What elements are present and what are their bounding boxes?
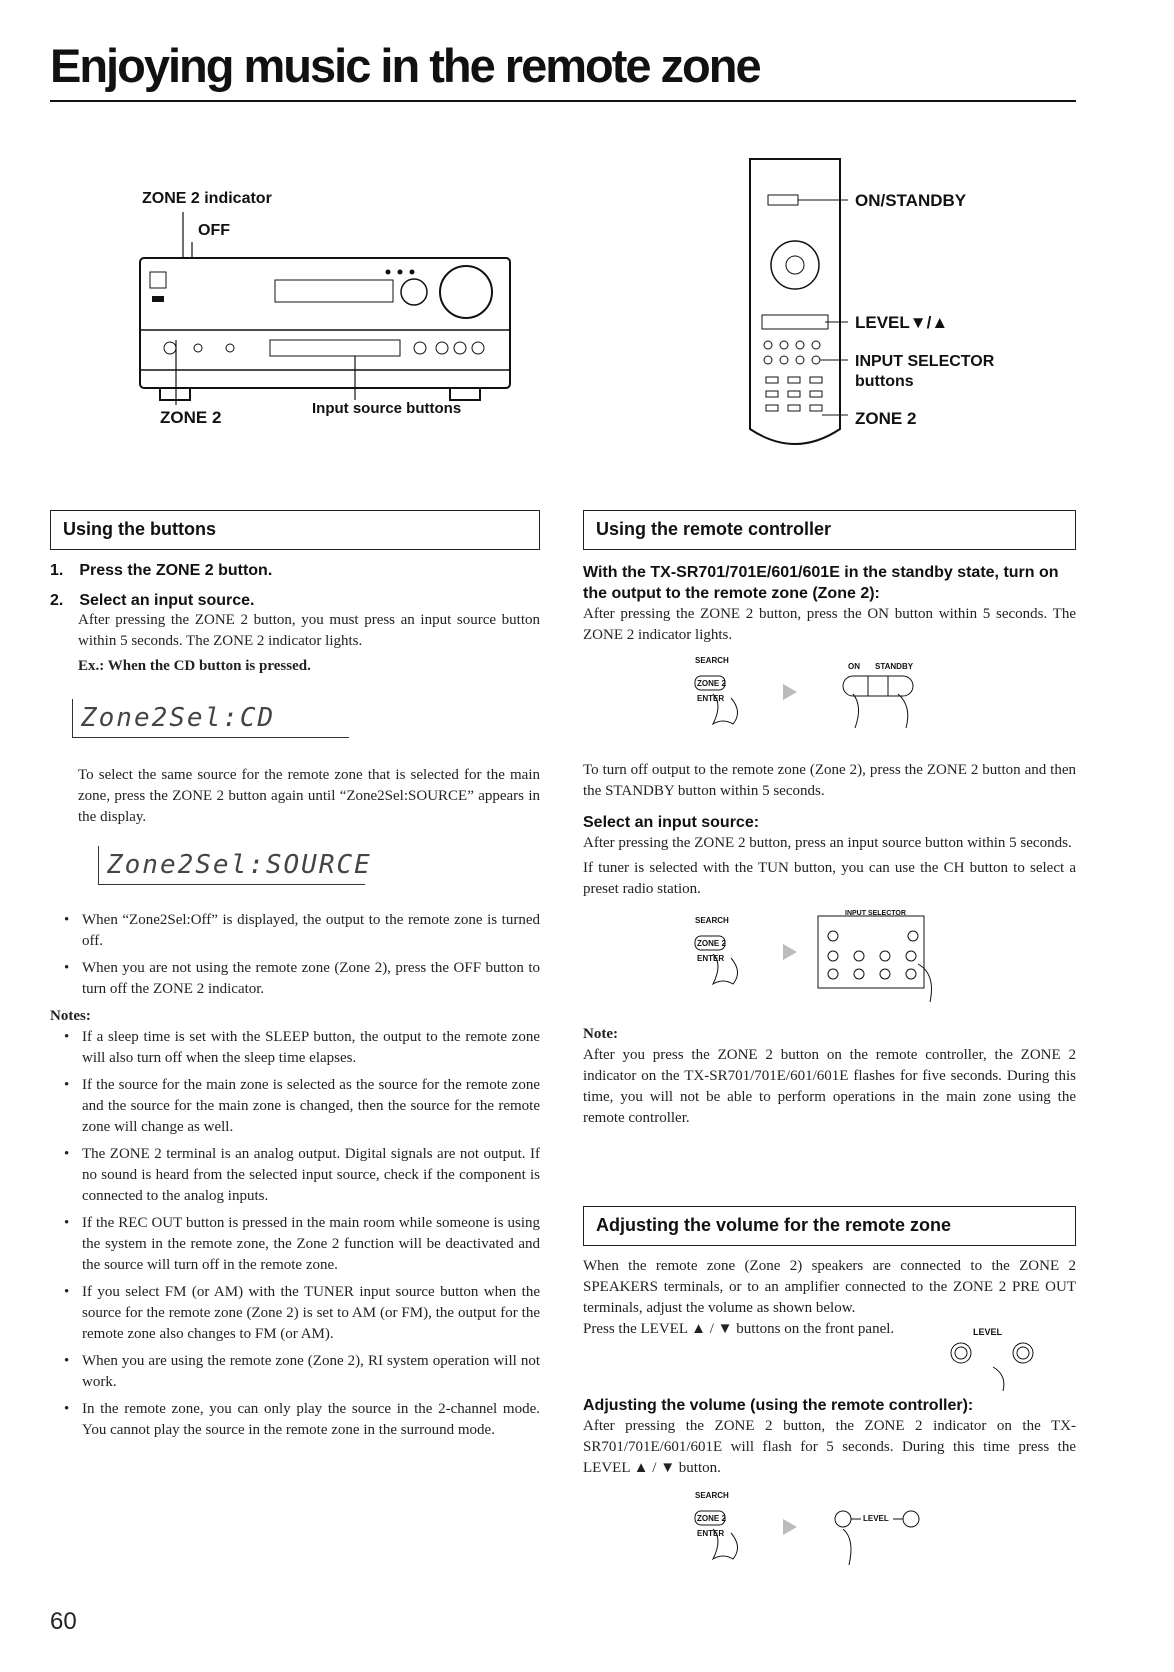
zone2-indicator-label: ZONE 2 indicator <box>142 190 272 207</box>
example-heading: Ex.: When the CD button is pressed. <box>78 658 311 674</box>
left-column <box>50 562 540 1447</box>
fig4-search: SEARCH <box>695 1491 729 1500</box>
remote-illustration <box>740 155 860 465</box>
input-selector-label-2: buttons <box>855 373 914 390</box>
fig2-zone2: ZONE 2 <box>697 939 726 948</box>
fig1-on: ON <box>848 662 860 671</box>
volume-front-text: Press the LEVEL ▲ / ▼ buttons on the front panel. <box>583 1321 895 1337</box>
remote-zone2-label: ZONE 2 <box>855 409 917 428</box>
note-heading: Note: <box>583 1026 618 1042</box>
step-2-text: After pressing the ZONE 2 button, you must press an input source button within 5 seconds. The ZONE 2 indicator lights. <box>78 612 540 649</box>
same-source-text: To select the same source for the remote zone that is selected for the main zone, press the ZONE 2 button again until “Zone2Sel:SOURCE” appears in the display. <box>78 767 540 825</box>
page-number: 60 <box>50 1608 77 1635</box>
list-item: • The ZONE 2 terminal is an analog output. Digital signals are not output. If no sound is heard from the selected input source, check if the component is connected to the analog inputs. <box>82 1144 540 1207</box>
fig4-level: LEVEL <box>863 1514 889 1523</box>
fig1-search: SEARCH <box>695 656 729 665</box>
fig-remote-level <box>583 1479 1076 1569</box>
on-standby-label: ON/STANDBY <box>855 191 967 210</box>
standby-heading: With the TX-SR701/701E/601/601E in the standby state, turn on the output to the remote zone (Zone 2): <box>583 564 1059 602</box>
step-2: 2. Select an input source. <box>50 592 255 609</box>
lcd-display-source: Zone2Sel:SOURCE <box>98 846 365 885</box>
list-item: • When “Zone2Sel:Off” is displayed, the output to the remote zone is turned off. <box>82 910 540 952</box>
list-item: • When you are using the remote zone (Zone 2), RI system operation will not work. <box>82 1351 540 1393</box>
off-label: OFF <box>198 222 230 239</box>
list-item: • If a sleep time is set with the SLEEP button, the output to the remote zone will also turn off when the sleep time elapses. <box>82 1027 540 1069</box>
list-item: • If you select FM (or AM) with the TUNER input source button when the source for the remote zone (Zone 2) is set to AM (or FM), the output for the remote zone also changes to FM (or AM). <box>82 1282 540 1345</box>
right-column <box>583 562 1076 1129</box>
section-using-buttons: Using the buttons <box>50 510 540 550</box>
fig1-standby: STANDBY <box>875 662 914 671</box>
fig2-search: SEARCH <box>695 916 729 925</box>
list-item: • When you are not using the remote zone (Zone 2), press the OFF button to turn off the ZONE 2 indicator. <box>82 958 540 1000</box>
fig2-enter: ENTER <box>697 954 725 963</box>
fig1-zone2: ZONE 2 <box>697 679 726 688</box>
volume-section <box>583 1256 1076 1569</box>
fig-zone2-on <box>583 646 1076 748</box>
page-title: Enjoying music in the remote zone <box>50 39 760 92</box>
volume-remote-heading: Adjusting the volume (using the remote controller): <box>583 1397 974 1414</box>
standby-text: After pressing the ZONE 2 button, press the ON button within 5 seconds. The ZONE 2 indicator lights. <box>583 606 1076 643</box>
select-text-1: After pressing the ZONE 2 button, press an input source button within 5 seconds. <box>583 835 1072 851</box>
zone2-label: ZONE 2 <box>160 408 222 427</box>
fig2-input-selector: INPUT SELECTOR <box>845 910 906 917</box>
receiver-figure <box>130 180 550 450</box>
section-adjust-volume: Adjusting the volume for the remote zone <box>583 1206 1076 1246</box>
volume-remote-text: After pressing the ZONE 2 button, the ZONE 2 indicator on the TX-SR701/701E/601/601E will flash for 5 seconds. During this time press the LEVEL ▲ / ▼ button. <box>583 1418 1076 1476</box>
section-using-remote: Using the remote controller <box>583 510 1076 550</box>
list-item: • In the remote zone, you can only play the source in the 2-channel mode. You cannot play the source in the remote zone in the surround mode. <box>82 1399 540 1441</box>
select-heading: Select an input source: <box>583 814 760 831</box>
select-text-2: If tuner is selected with the TUN button, you can use the CH button to select a preset radio station. <box>583 860 1076 897</box>
fig-input-selector <box>583 900 1076 1008</box>
list-item: • If the REC OUT button is pressed in the main room while someone is using the system in the remote zone, the Zone 2 function will be deactivated and the source will turn off in the remote zone. <box>82 1213 540 1276</box>
list-item: • If the source for the main zone is selected as the source for the remote zone and the source for the main zone is changed, then the source for the remote zone will change as well. <box>82 1075 540 1138</box>
fig4-enter: ENTER <box>697 1529 725 1538</box>
fig4-zone2: ZONE 2 <box>697 1514 726 1523</box>
title-rule <box>50 100 1076 102</box>
fig1-enter: ENTER <box>697 694 725 703</box>
note-text: After you press the ZONE 2 button on the remote controller, the ZONE 2 indicator on the TX-SR701/701E/601/601E flashes for five seconds. During this time, you will not be able to perform operations in the main zone using the remote controller. <box>583 1047 1076 1126</box>
input-selector-label: INPUT SELECTOR <box>855 353 995 370</box>
lcd-display-cd: Zone2Sel:CD <box>72 699 349 738</box>
notes-heading: Notes: <box>50 1008 91 1024</box>
notes-list <box>60 1027 540 1441</box>
fig3-level: LEVEL <box>973 1327 1003 1337</box>
bullet-list <box>60 910 540 1000</box>
step-1: 1. Press the ZONE 2 button. <box>50 562 273 579</box>
volume-text: When the remote zone (Zone 2) speakers are connected to the ZONE 2 SPEAKERS terminals, or to an amplifier connected to the ZONE 2 PRE OUT terminals, adjust the volume as shown below. <box>583 1258 1076 1316</box>
level-label: LEVEL▼/▲ <box>855 313 949 332</box>
remote-figure <box>740 155 1060 465</box>
input-source-label: Input source buttons <box>312 400 462 417</box>
front-level-buttons <box>943 1339 1053 1391</box>
turn-off-text: To turn off output to the remote zone (Zone 2), press the ZONE 2 button and then the STANDBY button within 5 seconds. <box>583 762 1076 799</box>
